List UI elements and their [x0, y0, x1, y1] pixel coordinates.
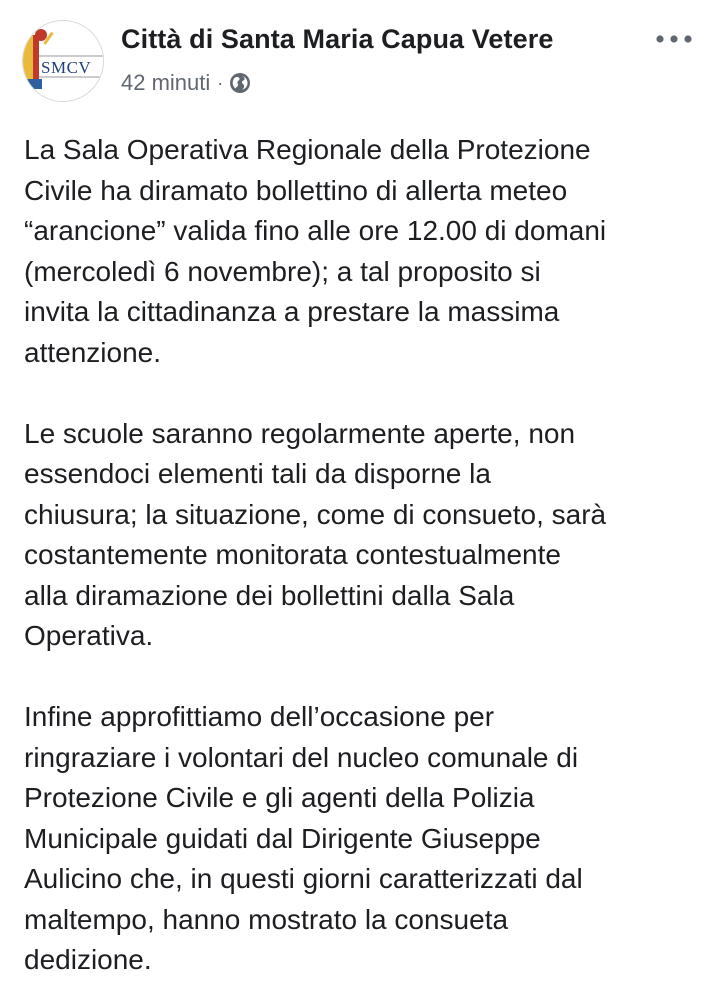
post-timestamp[interactable]: 42 minuti: [121, 70, 211, 95]
post-paragraph: La Sala Operativa Regionale della Protezione Civile ha diramato bollettino di allerta meteo “arancione” valida fino alle ore 12.00 di domani (mercoledì 6 novembre); a tal proposito si invita la cittadinanza a prestare la massima attenzione.: [24, 134, 607, 368]
post-paragraph: Le scuole saranno regolarmente aperte, non essendoci elementi tali da disporne la chiusura; la situazione, come di consueto, sarà costantemente monitorata contestualmente alla diramazione dei bollettini dalla Sala Operativa.: [24, 417, 607, 651]
meta-separator: ·: [217, 73, 224, 93]
post-options-button[interactable]: [644, 24, 704, 54]
smcv-logo: [23, 21, 104, 102]
post-paragraph: Infine approfittiamo dell’occasione per ringraziare i volontari del nucleo comunale di Protezione Civile e gli agenti della Polizia Municipale guidati dal Dirigente Giuseppe Aulicino che, in questi giorni caratterizzati dal maltempo, hanno mostrato la consueta dedizione.: [24, 701, 583, 975]
svg-text:SMCV: SMCV: [41, 58, 92, 77]
globe-icon[interactable]: [229, 72, 251, 94]
post-header: [22, 20, 702, 104]
post-body: [24, 130, 704, 981]
more-dots-icon: [654, 34, 694, 44]
page-avatar[interactable]: [22, 20, 104, 102]
post-meta: [121, 69, 251, 97]
page-name[interactable]: Città di Santa Maria Capua Vetere: [121, 24, 554, 54]
